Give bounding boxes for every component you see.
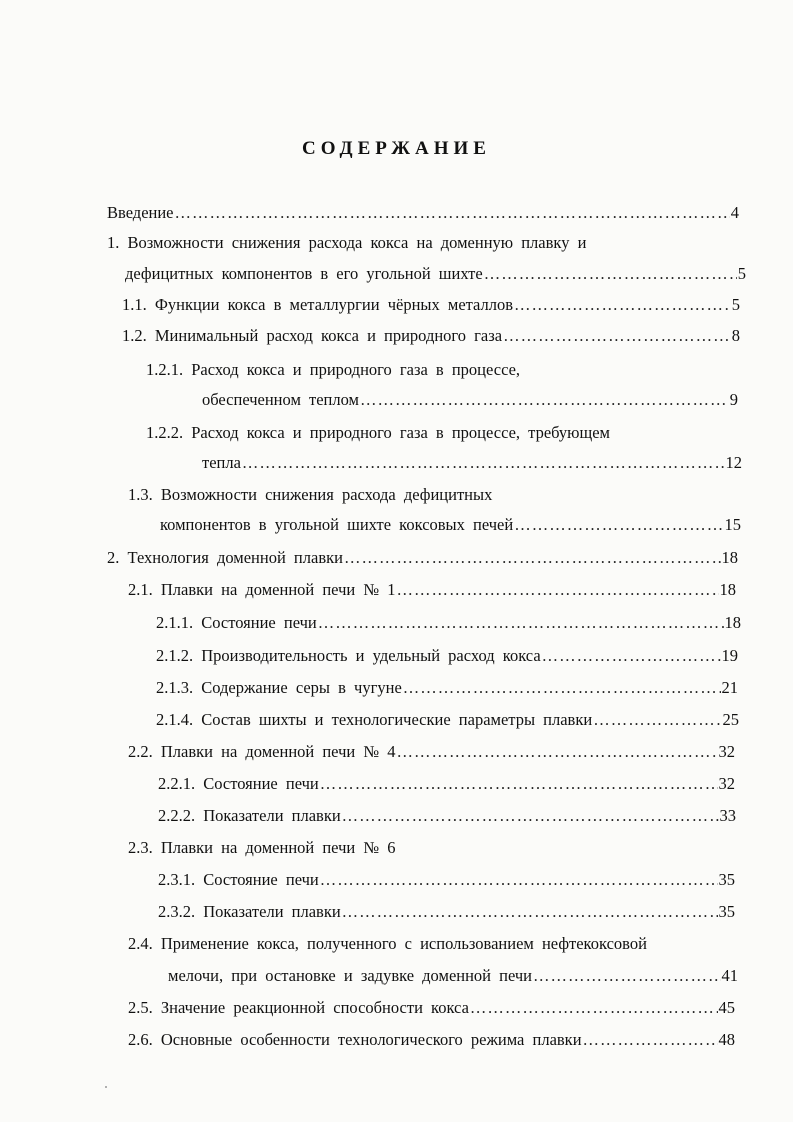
toc-page-number: 4 [730, 203, 739, 222]
toc-entry-label: 2.1. Плавки на доменной печи № 1 [128, 580, 396, 599]
dot-leader [396, 742, 717, 762]
dot-leader [320, 870, 718, 890]
dot-leader [320, 774, 718, 794]
toc-entry-label: 2.3.1. Состояние печи [158, 870, 319, 889]
toc-entry[interactable] [202, 390, 738, 410]
dot-leader [593, 710, 721, 730]
dot-leader [360, 390, 729, 410]
toc-page-number: 12 [725, 453, 742, 472]
toc-page-number: 9 [729, 390, 738, 409]
toc-entry[interactable] [125, 264, 746, 284]
dot-leader [342, 902, 718, 922]
toc-entry-label: 2.4. Применение кокса, полученного с использованием нефтекоксовой [128, 934, 647, 953]
toc-page-number: 45 [718, 998, 735, 1017]
toc-entry[interactable] [122, 326, 740, 346]
toc-entry[interactable] [107, 233, 586, 253]
toc-page-number: 15 [724, 515, 741, 534]
dot-leader [484, 264, 737, 284]
toc-entry-label: 2.2. Плавки на доменной печи № 4 [128, 742, 396, 761]
toc-page-number: 25 [722, 710, 739, 729]
dot-leader [318, 613, 724, 633]
dot-leader [514, 515, 723, 535]
toc-entry-label: Введение [107, 203, 174, 222]
toc-entry-label: 1.1. Функции кокса в металлургии чёрных металлов [122, 295, 514, 314]
toc-page-number: 35 [718, 902, 735, 921]
toc-page-number: 18 [719, 580, 736, 599]
toc-entry[interactable] [128, 580, 736, 600]
toc-page-number: 32 [718, 774, 735, 793]
dot-leader [403, 678, 721, 698]
toc-entry-label: 2.2.2. Показатели плавки [158, 806, 341, 825]
toc-entry[interactable] [107, 548, 738, 568]
toc-entry[interactable] [168, 966, 738, 986]
toc-page-number: 32 [718, 742, 735, 761]
dot-leader [470, 998, 718, 1018]
scan-speck [105, 1086, 107, 1088]
toc-entry[interactable] [128, 838, 395, 858]
toc-entry[interactable] [156, 646, 738, 666]
dot-leader [514, 295, 731, 315]
dot-leader [583, 1030, 718, 1050]
toc-entry-label: дефицитных компонентов в его угольной шихте [125, 264, 483, 283]
toc-page-number: 5 [731, 295, 740, 314]
toc-page-number: 5 [737, 264, 746, 283]
toc-entry[interactable] [107, 203, 739, 223]
toc-entry-label: 2.1.4. Состав шихты и технологические параметры плавки [156, 710, 593, 729]
toc-entry[interactable] [128, 485, 492, 505]
toc-page-number: 18 [721, 548, 738, 567]
toc-page-number: 33 [719, 806, 736, 825]
toc-entry-label: 2.3. Плавки на доменной печи № 6 [128, 838, 396, 857]
toc-page-number: 48 [718, 1030, 735, 1049]
toc-entry[interactable] [128, 998, 735, 1018]
toc-entry-label: 1.2. Минимальный расход кокса и природного газа [122, 326, 503, 345]
toc-entry[interactable] [158, 870, 735, 890]
toc-page-number: 19 [721, 646, 738, 665]
toc-entry[interactable] [128, 742, 735, 762]
toc-entry-label: 1. Возможности снижения расхода кокса на доменную плавку и [107, 233, 587, 252]
toc-entry-label: 2.2.1. Состояние печи [158, 774, 319, 793]
toc-entry[interactable] [158, 774, 735, 794]
toc-entry[interactable] [156, 710, 739, 730]
dot-leader [542, 646, 721, 666]
toc-entry-label: компонентов в угольной шихте коксовых печей [160, 515, 514, 534]
toc-entry[interactable] [160, 515, 741, 535]
toc-entry-label: тепла [202, 453, 241, 472]
toc-entry-label: обеспеченном теплом [202, 390, 359, 409]
toc-entry[interactable] [122, 295, 740, 315]
toc-page-number: 18 [724, 613, 741, 632]
toc-entry[interactable] [158, 902, 735, 922]
toc-page-number: 21 [721, 678, 738, 697]
dot-leader [396, 580, 718, 600]
toc-page-number: 8 [731, 326, 740, 345]
toc-entry-label: 2.5. Значение реакционной способности кокса [128, 998, 469, 1017]
dot-leader [533, 966, 721, 986]
toc-entry-label: 2.1.2. Производительность и удельный расход кокса [156, 646, 541, 665]
page-title: СОДЕРЖАНИЕ [302, 138, 491, 159]
toc-entry-label: 1.2.2. Расход кокса и природного газа в процессе, требующем [146, 423, 610, 442]
toc-entry[interactable] [202, 453, 742, 473]
toc-entry[interactable] [158, 806, 736, 826]
toc-entry-label: 2.1.3. Содержание серы в чугуне [156, 678, 402, 697]
dot-leader [344, 548, 721, 568]
toc-page-number: 41 [721, 966, 738, 985]
toc-entry[interactable] [128, 1030, 735, 1050]
dot-leader [503, 326, 731, 346]
toc-entry-label: 1.2.1. Расход кокса и природного газа в процессе, [146, 360, 521, 379]
dot-leader [175, 203, 730, 223]
toc-entry-label: 1.3. Возможности снижения расхода дефицитных [128, 485, 493, 504]
toc-entry-label: 2.1.1. Состояние печи [156, 613, 317, 632]
toc-entry[interactable] [128, 934, 647, 954]
toc-entry[interactable] [156, 678, 738, 698]
toc-entry-label: мелочи, при остановке и задувке доменной печи [168, 966, 532, 985]
toc-entry[interactable] [146, 423, 610, 443]
toc-page-number: 35 [718, 870, 735, 889]
toc-entry-label: 2.6. Основные особенности технологического режима плавки [128, 1030, 582, 1049]
toc-entry[interactable] [146, 360, 520, 380]
toc-entry[interactable] [156, 613, 741, 633]
toc-entry-label: 2.3.2. Показатели плавки [158, 902, 341, 921]
dot-leader [242, 453, 725, 473]
dot-leader [342, 806, 719, 826]
toc-entry-label: 2. Технология доменной плавки [107, 548, 343, 567]
